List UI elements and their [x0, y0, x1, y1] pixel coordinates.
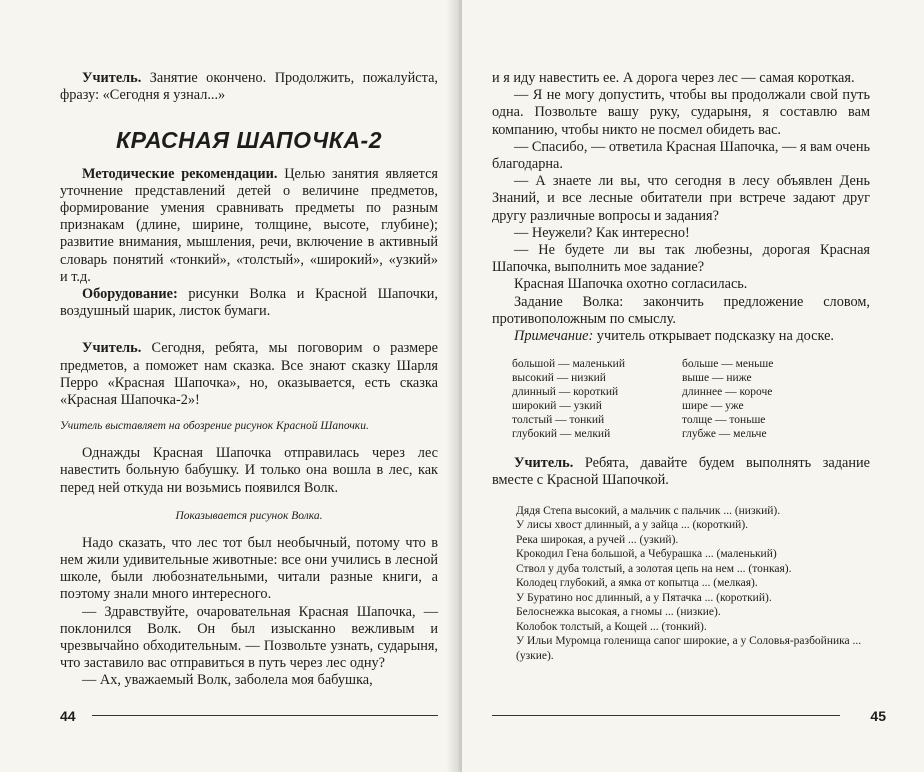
- paragraph: [60, 166, 438, 286]
- stage-direction: Учитель выставляет на обозрение рисунок Красной Шапочки.: [60, 420, 369, 433]
- riddle-item: Ствол у дуба толстый, а золотая цепь на нем ... (тонкая).: [516, 562, 792, 575]
- speaker-label: Учитель.: [82, 70, 142, 86]
- paragraph: [60, 340, 438, 409]
- footer-rule: [492, 715, 840, 716]
- paragraph: [60, 286, 438, 320]
- paragraph: — Здравствуйте, очаровательная Красная Шапочка, — поклонился Волк. Он был изысканно вежливым и чрезвычайно обходительным. — Позвольте узнать, сударыня, что заставило вас отправиться в путь через лес одну?: [60, 603, 438, 672]
- paragraph: [60, 70, 438, 104]
- antonym-pairs: [512, 357, 832, 441]
- riddle-list: [516, 504, 870, 664]
- antonym-pair: большой — маленький: [512, 358, 625, 371]
- section-label: Оборудование:: [82, 286, 178, 303]
- paragraph: — Ах, уважаемый Волк, заболела моя бабушка,: [82, 672, 373, 689]
- antonym-pair: выше — ниже: [682, 372, 752, 385]
- antonym-pair: глубже — мельче: [682, 428, 767, 441]
- section-label: Методические рекомендации.: [82, 165, 278, 182]
- right-page-text: [492, 70, 870, 663]
- paragraph: — А знаете ли вы, что сегодня в лесу объявлен День Знаний, и все лесные обитатели при встрече задают друг другу различные вопросы и задания?: [492, 173, 870, 224]
- riddle-item: У Буратино нос длинный, а у Пятачка ... (короткий).: [516, 591, 772, 604]
- paragraph-text: Целью занятия является уточнение представлений детей о величине предметов, формирование умения сравнивать предметы по разным признакам (длине, ширине, толщине, высоте, глубине); развитие внимания, мышления, речи, включение в активный словарь понятий «тонкий», «толстый», «широкий», «узкий» и т.д.: [60, 165, 438, 285]
- paragraph-text: Сегодня, ребята, мы поговорим о размере предметов, а поможет нам сказка. Все знают сказку Шарля Перро «Красная Шапочка», но, оказывается, есть сказка «Красная Шапочка-2»!: [60, 340, 438, 409]
- page-number: 45: [870, 708, 886, 724]
- riddle-item: Колобок толстый, а Кощей ... (тонкий).: [516, 620, 707, 633]
- antonym-pair: толстый — тонкий: [512, 414, 605, 427]
- footer-rule: [92, 715, 438, 716]
- paragraph: — Неужели? Как интересно!: [514, 224, 690, 241]
- antonym-pair: длинный — короткий: [512, 386, 619, 399]
- antonym-pair: широкий — узкий: [512, 400, 602, 413]
- paragraph-text: учитель открывает подсказку на доске.: [593, 328, 835, 345]
- antonym-pair: больше — меньше: [682, 358, 774, 371]
- paragraph-text: рисунки Волка и Красной Шапочки, воздушный шарик, листок бумаги.: [60, 286, 438, 320]
- stage-direction: Показывается рисунок Волка.: [175, 509, 323, 522]
- paragraph: — Спасибо, — ответила Красная Шапочка, — я вам очень благодарна.: [492, 138, 870, 173]
- paragraph-text: Ребята, давайте будем выполнять задание вместе с Красной Шапочкой.: [492, 455, 870, 489]
- page-number: 44: [60, 708, 76, 724]
- paragraph: Задание Волка: закончить предложение словом, противоположным по смыслу.: [492, 293, 870, 327]
- paragraph: и я иду навестить ее. А дорога через лес — самая короткая.: [492, 70, 855, 86]
- riddle-item: Колодец глубокий, а ямка от копытца ... (мелкая).: [516, 577, 758, 590]
- paragraph: Красная Шапочка охотно согласилась.: [514, 276, 748, 293]
- riddle-item: Река широкая, а ручей ... (узкий).: [516, 533, 679, 546]
- antonym-pair: глубокий — мелкий: [512, 428, 611, 441]
- paragraph: [492, 328, 870, 345]
- paragraph: Надо сказать, что лес тот был необычный, потому что в нем жили удивительные животные: все они учились в лесной школе, были любознательными, читали разные книги, а поэтому знали много интересного.: [60, 534, 438, 603]
- speaker-label: Учитель.: [514, 455, 574, 472]
- riddle-item: Крокодил Гена большой, а Чебурашка ... (маленький): [516, 548, 777, 561]
- right-page: [462, 0, 924, 772]
- paragraph-text: Занятие окончено. Продолжить, пожалуйста, фразу: «Сегодня я узнал...»: [60, 70, 438, 104]
- paragraph: [492, 455, 870, 489]
- left-page: [0, 0, 458, 772]
- paragraph: Однажды Красная Шапочка отправилась через лес навестить больную бабушку. И только она вошла в лес, как перед ней откуда ни возьмись появился Волк.: [60, 445, 438, 496]
- riddle-item: У лисы хвост длинный, а у зайца ... (короткий).: [516, 519, 749, 532]
- antonym-pair: высокий — низкий: [512, 372, 606, 385]
- riddle-item: У Ильи Муромца голенища сапог широкие, а у Соловья-разбойника ... (узкие).: [516, 635, 862, 662]
- paragraph: — Не будете ли вы так любезны, дорогая Красная Шапочка, выполнить мое задание?: [492, 242, 870, 276]
- speaker-label: Учитель.: [82, 340, 142, 357]
- paragraph: — Я не могу допустить, чтобы вы продолжали свой путь одна. Позвольте вашу руку, сударыня, я составлю вам компанию, чтобы никто не посмел обидеть вас.: [492, 87, 870, 138]
- antonym-pair: шире — уже: [682, 400, 744, 413]
- note-label: Примечание:: [514, 328, 594, 345]
- antonym-pair: длиннее — короче: [682, 386, 773, 399]
- antonym-pair: толще — тоньше: [682, 414, 766, 427]
- riddle-item: Дядя Степа высокий, а мальчик с пальчик ... (низкий).: [516, 504, 781, 517]
- riddle-item: Белоснежка высокая, а гномы ... (низкие).: [516, 606, 721, 619]
- chapter-title: КРАСНАЯ ШАПОЧКА-2: [115, 127, 383, 154]
- left-page-text: [60, 70, 438, 690]
